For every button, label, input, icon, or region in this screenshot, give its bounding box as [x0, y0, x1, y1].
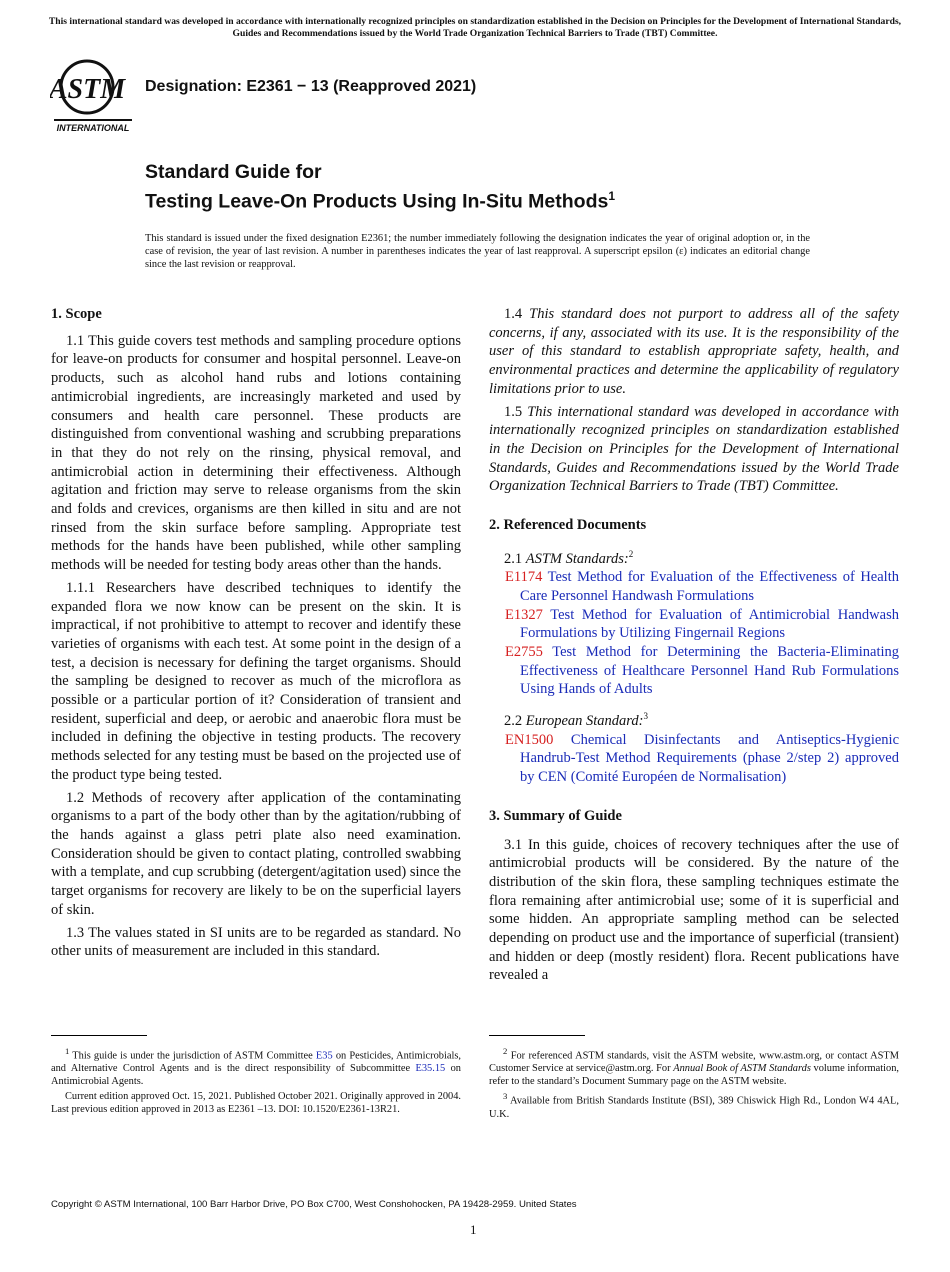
page-number: 1	[470, 1222, 477, 1237]
paragraph-3-1: 3.1 In this guide, choices of recovery techniques after the use of antimicrobial products will be considered. By the nature of the distribution of the skin flora, these sampling techniques estimate the flora remaining after antimicrobial use; some of it is superficial and some hidden. An appropriate sampling method can be selected depending on product use and the importance of superficial (transient) and hidden or deep (mostly resident) flora. Recent publications have revealed a	[489, 836, 899, 984]
issue-note: This standard is issued under the fixed designation E2361; the number immediately following the designation indicates the year of original adoption or, in the case of revision, the year of last revision. A number in parentheses indicates the year of last reapproval. A superscript epsilon (ε) indicates an editorial change since the last revision or reapproval.	[145, 233, 810, 270]
copyright-notice: Copyright © ASTM International, 100 Barr Harbor Drive, PO Box C700, West Conshohocken, PA 19428-2959. United States	[51, 1199, 577, 1210]
reference-title[interactable]: Test Method for Evaluation of Antimicrobial Handwash Formulations by Utilizing Fingernail Regions	[520, 606, 899, 642]
reference-title[interactable]: Test Method for Evaluation of the Effectiveness of Health Care Personnel Handwash Formulations	[520, 569, 899, 604]
footnote-2-mark: 2	[503, 1046, 508, 1056]
title-line-2: Testing Leave-On Products Using In-Situ Methods	[145, 190, 609, 213]
subsection-2-2-number: 2.2	[504, 713, 523, 730]
footnote-rule-right	[489, 1035, 585, 1036]
section-heading-referenced-documents: 2. Referenced Documents	[489, 517, 647, 534]
reference-code[interactable]: E1327	[505, 606, 543, 623]
document-title	[145, 160, 615, 214]
footnote-1-text-b: on Pesticides, Antimicrobials, and Alternative Control Agents and is the direct responsibility of Subcommittee	[51, 1050, 462, 1075]
footnote-2-text-b: volume information, refer to the standard’s Document Summary page on the ASTM website.	[489, 1063, 899, 1088]
subsection-2-1-label: ASTM Standards:	[525, 550, 629, 567]
footnotes-left	[51, 1045, 461, 1118]
committee-link-e35[interactable]: E35	[315, 1050, 333, 1062]
paragraph-1-4-number: 1.4	[504, 306, 523, 322]
footnote-1-text-a: This guide is under the jurisdiction of ASTM Committee	[72, 1050, 313, 1062]
title-footnote-mark: 1	[608, 189, 616, 203]
subcommittee-link-e35-15[interactable]: E35.15	[415, 1063, 446, 1075]
footnotes-right	[489, 1045, 899, 1123]
footnote-3-mark: 3	[503, 1091, 508, 1102]
paragraph-1-5	[489, 403, 899, 497]
logo-letters: ASTM	[50, 74, 126, 105]
footnote-edition: Current edition approved Oct. 15, 2021. Published October 2021. Originally approved in 2004. Last previous edition approved in 2013 as E2361 –13. DOI: 10.1520/E2361-13R21.	[51, 1091, 461, 1116]
reference-title[interactable]: Test Method for Determining the Bacteria-Eliminating Effectiveness of Healthcare Personnel Hand Rub Formulations Using Hands of Adults	[520, 644, 899, 698]
paragraph-1-5-number: 1.5	[504, 403, 523, 420]
footnote-3-text: Available from British Standards Institute (BSI), 389 Chiswick High Rd., London W4 4AL, U.K.	[489, 1095, 899, 1120]
footnote-rule-left	[51, 1035, 147, 1036]
paragraph-1-4	[489, 305, 899, 399]
reference-code[interactable]: E2755	[505, 644, 543, 661]
reference-code[interactable]: E1174	[505, 569, 543, 586]
paragraph-1-4-text: This standard does not purport to address all of the safety concerns, if any, associated with its use. It is the responsibility of the user of this standard to establish appropriate safety, health, and environmental practices and determine the applicability of regulatory limitations prior to use.	[489, 306, 899, 397]
reference-title[interactable]: Chemical Disinfectants and Antiseptics-Hygienic Handrub-Test Method Requirements (phase 2/step 2) approved by CEN (Comité Européen de Normalisation)	[520, 731, 899, 786]
astm-reference-list	[489, 568, 899, 699]
subsection-2-2-label: European Standard:	[525, 713, 644, 730]
reference-e1174[interactable]	[489, 568, 899, 605]
paragraph-1-5-text: This international standard was developed in accordance with internationally recognized principles on standardization established in the Decision on Principles for the Development of International Standards, Guides and Recommendations issued by the World Trade Organization Technical Barriers to Trade (TBT) Committee.	[489, 403, 899, 495]
title-line-1: Standard Guide for	[145, 161, 322, 183]
logo-international: INTERNATIONAL	[56, 123, 130, 133]
reference-code[interactable]: EN1500	[505, 731, 554, 748]
footnote-1-text-c: on Antimicrobial Agents.	[51, 1063, 461, 1088]
astm-logo	[50, 57, 136, 135]
subsection-2-1	[489, 545, 899, 569]
footnote-2	[489, 1045, 899, 1088]
subsection-2-2	[489, 707, 899, 731]
top-notice: This international standard was developed in accordance with internationally recognized principles on standardization established in the Decision on Principles for the Development of International Standards, Guides and Recommendations issued by the World Trade Organization Technical Barriers to Trade (TBT) Committee.	[48, 16, 902, 39]
section-heading-scope: 1. Scope	[51, 306, 102, 322]
footnote-3	[489, 1090, 899, 1120]
paragraph-1-1: 1.1 This guide covers test methods and sampling procedure options for leave-on products for consumer and hospital personnel. Leave-on products, such as alcohol hand rubs and lotions containing antimicrobial ingredients, are increasingly marketed and used by consumers and health care personnel. These products are distinguished from conventional washing and scrubbing preparations in that they do not rely on the rinsing, physical removal, and antimicrobial action in determining their effectiveness. Although agitation and friction may serve to release organisms from the skin and folds and crevices, organisms are then killed in situ and are not rinsed from the skin surface before sampling. Appropriate test methods for the hands have been published, while other sampling methods will be needed for testing body areas other than the hands.	[51, 332, 461, 574]
reference-e1327[interactable]	[489, 606, 899, 643]
right-column	[489, 305, 899, 989]
subsection-2-1-number: 2.1	[504, 550, 523, 567]
paragraph-1-3: 1.3 The values stated in SI units are to be regarded as standard. No other units of measurement are included in this standard.	[51, 924, 461, 960]
paragraph-1-1-1: 1.1.1 Researchers have described techniques to identify the expanded flora we now know can be present on the skin. It is impractical, if not prohibitive to attempt to recover and identify these varieties of organisms with each test. At some point in the design of a test, a decision is necessary for defining the target organisms. Should the sampling be designed to recover as much of the microflora as possible or a particular portion of it? Consideration of transient and resident, superficial and deep, or aerobic and anaerobic flora must be included in defining the objective in testing products. The recovery methods selected for any testing must be based on the projected use of the product type being tested.	[51, 579, 461, 783]
reference-en1500[interactable]	[489, 731, 899, 787]
reference-e2755[interactable]	[489, 643, 899, 699]
designation: Designation: E2361 − 13 (Reapproved 2021)	[145, 78, 477, 95]
footnote-mark-2: 2	[628, 548, 634, 559]
footnote-1-mark: 1	[65, 1046, 70, 1056]
footnote-mark-3: 3	[643, 711, 648, 722]
section-heading-summary: 3. Summary of Guide	[489, 807, 622, 824]
left-column	[51, 305, 461, 965]
footnote-2-text-a: For referenced ASTM standards, visit the ASTM website, www.astm.org, or contact ASTM Customer Service at service@astm.org. For	[489, 1050, 899, 1075]
footnote-2-book-title: Annual Book of ASTM Standards	[673, 1063, 811, 1075]
footnote-1	[51, 1045, 461, 1088]
paragraph-1-2: 1.2 Methods of recovery after application of the contaminating organisms to a part of the body other than by the agitation/rubbing of the hands against a glass petri plate also need examination. Consideration should be given to contact plating, controlled swabbing with a template, and cup scrubbing (detergent/agitation used) since the target organisms for recovery are likely to be on the superficial layers of skin.	[51, 789, 461, 918]
